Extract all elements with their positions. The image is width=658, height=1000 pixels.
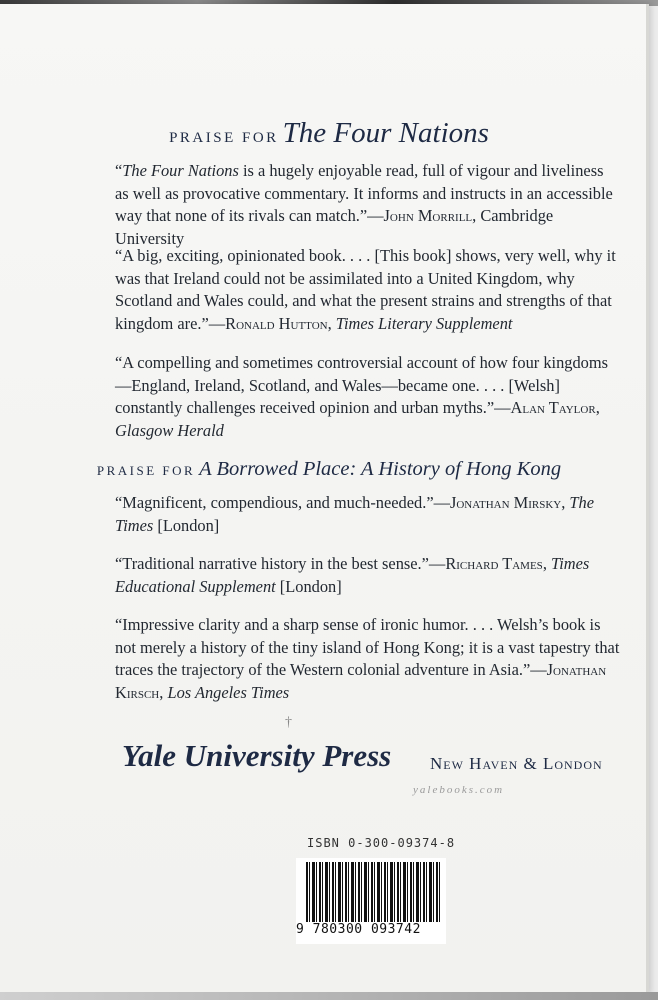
praise-prefix: PRAISE FOR [96, 463, 196, 478]
quote-source: , Cambridge University [115, 206, 554, 248]
quote-author: Richard Tames [445, 554, 543, 573]
praise-heading-four-nations [0, 117, 658, 150]
barcode-digits: 9 780300 093742 [296, 922, 421, 937]
review-quote: “A compelling and sometimes controversial account of how four kingdoms—England, Ireland, Scotland, and Wales—became one. . . . [Welsh] constantly challenges received opinion and urban myths.”—Alan Taylor, Glasgow Herald [115, 353, 608, 440]
quote-text: is a hugely enjoyable read, full of vigour and liveliness as well as provocative commentary. It informs and instructs in an accessible way that none of its rivals can match.”— [115, 161, 613, 225]
quote-author: Jonathan Kirsch [115, 660, 607, 702]
quote-text: “Impressive clarity and a sharp sense of ironic humor. . . . Welsh’s book is not merely a history of the tiny island of Hong Kong; it is a vast tapestry that traces the trajectory of the Western colonial adventure in Asia.”— [115, 615, 620, 679]
quote-lead-title: The Four Nations [122, 161, 239, 180]
quote-text: “Traditional narrative history in the best sense.”— [115, 554, 446, 573]
quote-author: John Morrill [383, 206, 473, 225]
publisher-name: Yale University Press [122, 738, 392, 773]
barcode-bars [306, 862, 440, 922]
publisher-website: yalebooks.com [413, 784, 505, 796]
review-quote: “Magnificent, compendious, and much-needed.”—Jonathan Mirsky, The Times [London] [115, 493, 594, 535]
quote-text: “Magnificent, compendious, and much-needed.”— [115, 493, 450, 512]
quote-source: Times Literary Supplement [335, 313, 513, 333]
decorative-dagger-mark: † [285, 715, 292, 730]
praise-prefix: PRAISE FOR [169, 130, 279, 146]
review-quote: “The Four Nations is a hugely enjoyable read, full of vigour and liveliness as well as provocative commentary. It informs and instructs in an accessible way that none of its rivals can match.”—John Morrill, Cambridge University [115, 161, 613, 248]
review-quote: “A big, exciting, opinionated book. . . . [This book] shows, very well, why it was that Ireland could not be assimilated into a United Kingdom, why Scotland and Wales could, and what the present strains and strengths of that kingdom are.”—Ronald Hutton, Times Literary Supplement [115, 246, 616, 333]
book-title: A Borrowed Place: A History of Hong Kong [199, 458, 562, 480]
quote-source: Glasgow Herald [115, 420, 224, 440]
quote-source-suffix: [London] [153, 515, 220, 535]
quote-author: Alan Taylor [510, 398, 596, 417]
praise-heading-borrowed-place [0, 458, 658, 481]
book-title: The Four Nations [282, 117, 489, 149]
quote-text: “A big, exciting, opinionated book. . . . [This book] shows, very well, why it was that Ireland could not be assimilated into a United Kingdom, why Scotland and Wales could, and what the present strains and strengths of that kingdom are.”— [115, 246, 616, 333]
quote-source: The Times [115, 493, 594, 535]
quote-author: Jonathan Mirsky [449, 493, 562, 512]
barcode [296, 858, 446, 944]
cover-bottom-edge [0, 992, 658, 1000]
publisher-place: New Haven & London [430, 754, 603, 773]
isbn-label: ISBN 0-300-09374-8 [307, 836, 456, 850]
quote-author: Ronald Hutton [225, 313, 328, 333]
review-quote: “Impressive clarity and a sharp sense of ironic humor. . . . Welsh’s book is not merely a history of the tiny island of Hong Kong; it is a vast tapestry that traces the trajectory of the Western colonial adventure in Asia.”—Jonathan Kirsch, Los Angeles Times [115, 615, 620, 702]
quote-text: “A compelling and sometimes controversial account of how four kingdoms—England, Ireland, Scotland, and Wales—became one. . . . [Welsh] constantly challenges received opinion and urban myths.”— [115, 353, 608, 417]
quote-source: Times Educational Supplement [115, 554, 590, 596]
quote-source: Los Angeles Times [167, 682, 290, 702]
quote-source-suffix: [London] [275, 576, 342, 596]
review-quote: “Traditional narrative history in the best sense.”—Richard Tames, Times Educational Supplement [London] [115, 554, 590, 596]
